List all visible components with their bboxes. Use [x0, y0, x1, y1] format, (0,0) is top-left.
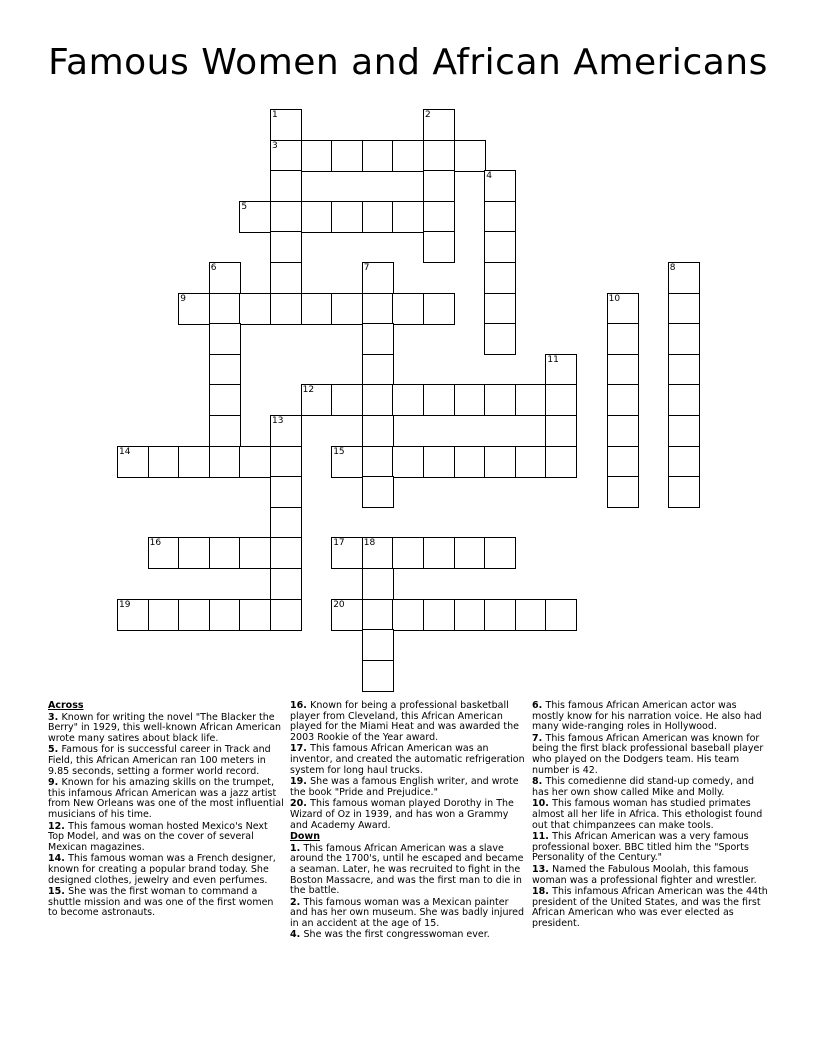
grid-cell[interactable] [423, 384, 455, 416]
clue-text: This famous African American actor was mostly know for his narration voice. He also had many wide-ranging roles in Hollywood. [532, 700, 762, 733]
clue-number: 2 [425, 110, 431, 120]
grid-cell[interactable] [392, 140, 424, 172]
clue-number: 4 [486, 171, 492, 182]
grid-cell[interactable] [362, 476, 394, 508]
clue-text: Known for writing the novel "The Blacker the Berry" in 1929, this well-known African American wrote many satires about black life. [48, 711, 282, 744]
clue-number-label: 1. [290, 842, 304, 854]
grid-cell[interactable] [178, 446, 210, 478]
grid-cell[interactable] [454, 537, 486, 569]
grid-cell[interactable] [484, 231, 516, 263]
grid-cell[interactable] [423, 170, 455, 202]
clue-across-19 [290, 777, 526, 798]
clue-number-label: 16. [290, 700, 311, 711]
clue-number: 11 [547, 354, 559, 365]
grid-cell[interactable] [607, 476, 639, 508]
grid-cell[interactable] [545, 384, 577, 416]
grid-cell[interactable] [362, 293, 394, 325]
grid-cell[interactable] [209, 323, 241, 355]
clue-number-label: 19. [290, 776, 311, 788]
clue-text: This famous woman hosted Mexico's Next Top Model, and was on the cover of several Mexican magazines. [48, 820, 268, 853]
grid-cell[interactable] [270, 262, 302, 294]
grid-cell[interactable] [270, 476, 302, 508]
clue-text: This famous woman has studied primates almost all her life in Africa. This ethologist found out that chimpanzees can make tools. [532, 798, 763, 831]
page-title: Famous Women and African Americans [48, 42, 768, 83]
grid-cell[interactable] [668, 354, 700, 386]
clue-number: 8 [669, 263, 676, 273]
clue-across-20 [290, 799, 526, 831]
grid-cell[interactable] [392, 201, 424, 233]
clue-number: 20 [333, 599, 345, 610]
grid-cell[interactable] [331, 384, 363, 416]
clue-number-label: 13. [532, 863, 553, 875]
grid-cell[interactable] [423, 201, 455, 233]
grid-cell[interactable] [301, 140, 333, 172]
grid-cell[interactable] [362, 354, 394, 386]
grid-cell[interactable] [515, 599, 547, 631]
clue-number-label: 20. [290, 798, 311, 810]
grid-cell[interactable] [545, 415, 577, 447]
clue-number-label: 18. [532, 886, 553, 898]
clue-text: This famous African American was an inventor, and created the automatic refrigeration system for long haul trucks. [290, 743, 525, 776]
clue-text: This African American was a very famous professional boxer. BBC titled him the "Sports Personality of the Century." [532, 831, 749, 864]
clue-down-6 [532, 701, 768, 733]
clue-number-label: 4. [290, 929, 304, 941]
grid-cell[interactable] [423, 231, 455, 263]
clue-number-label: 12. [48, 820, 69, 832]
grid-cell[interactable] [423, 446, 455, 478]
clue-across-15 [48, 887, 284, 919]
grid-cell[interactable] [239, 293, 271, 325]
clue-number: 17 [333, 538, 345, 549]
grid-cell[interactable] [209, 384, 241, 416]
clue-down-7 [532, 734, 768, 776]
grid-cell[interactable] [545, 599, 577, 631]
clue-number: 9 [180, 293, 186, 304]
grid-cell[interactable] [484, 537, 516, 569]
clue-number: 10 [608, 293, 621, 304]
grid-cell[interactable] [270, 568, 302, 600]
grid-cell[interactable] [668, 446, 700, 478]
grid-cell[interactable] [484, 599, 516, 631]
grid-cell[interactable] [362, 629, 394, 661]
clue-number-label: 9. [48, 777, 62, 789]
clue-text: Famous for is successful career in Track and Field, this African American ran 100 meters in 9.85 seconds, setting a former world record. [48, 744, 271, 777]
grid-cell[interactable] [454, 140, 486, 172]
grid-cell[interactable] [484, 262, 516, 294]
clue-across-14 [48, 854, 284, 886]
clue-text: Named the Fabulous Moolah, this famous woman was a professional fighter and wrestler. [532, 863, 757, 886]
clue-number-label: 3. [48, 711, 62, 723]
clue-down-8 [532, 777, 768, 798]
grid-cell[interactable] [668, 476, 700, 508]
clue-down-10 [532, 799, 768, 831]
clue-across-5 [48, 745, 284, 777]
across-header: Across [48, 700, 84, 711]
clue-number-label: 11. [532, 831, 553, 843]
grid-cell[interactable] [270, 446, 302, 478]
grid-cell[interactable] [607, 354, 639, 386]
grid-cell[interactable] [209, 354, 241, 386]
grid-cell[interactable] [515, 384, 547, 416]
grid-cell[interactable] [454, 384, 486, 416]
grid-cell[interactable] [668, 293, 700, 325]
grid-cell[interactable] [270, 507, 302, 539]
grid-cell[interactable] [209, 599, 241, 631]
grid-cell[interactable] [668, 323, 700, 355]
clue-number: 16 [149, 538, 162, 549]
grid-cell[interactable] [607, 384, 639, 416]
clue-number-label: 17. [290, 743, 311, 755]
grid-cell[interactable] [607, 415, 639, 447]
grid-cell[interactable] [331, 201, 363, 233]
grid-cell[interactable] [362, 415, 394, 447]
grid-cell[interactable] [362, 599, 394, 631]
grid-cell[interactable] [209, 293, 241, 325]
clue-text: This famous African American was a slave around the 1700's, until he escaped and became a seaman. Later, he was recruited to fight in the Boston Massacre, and was the first man to die in the battle. [290, 842, 524, 897]
clue-number: 12 [302, 385, 315, 396]
grid-cell[interactable] [484, 293, 516, 325]
grid-cell[interactable] [178, 537, 210, 569]
grid-cell[interactable] [239, 599, 271, 631]
grid-cell[interactable] [484, 384, 516, 416]
clue-number-label: 2. [290, 896, 304, 908]
clue-text: This famous woman played Dorothy in The Wizard of Oz in 1939, and has won a Grammy and Academy Award. [290, 798, 514, 831]
grid-cell[interactable] [423, 599, 455, 631]
clue-text: She was the first woman to command a shuttle mission and was one of the first women to become astronauts. [48, 886, 274, 919]
clue-down-4 [290, 930, 526, 941]
clue-number: 15 [333, 446, 345, 457]
grid-cell[interactable] [270, 231, 302, 263]
grid-cell[interactable] [392, 446, 424, 478]
grid-cell[interactable] [484, 201, 516, 233]
clue-column-3 [532, 701, 768, 930]
clue-text: She was the first congresswoman ever. [303, 929, 490, 941]
clue-number-label: 14. [48, 853, 69, 865]
clue-text: This comedienne did stand-up comedy, and has her own show called Mike and Molly. [532, 776, 754, 798]
clue-number: 1 [272, 110, 278, 120]
clue-down-13 [532, 865, 768, 886]
grid-cell[interactable] [362, 384, 394, 416]
grid-cell[interactable] [148, 599, 180, 631]
clue-number-label: 8. [532, 776, 546, 788]
clue-across-17 [290, 744, 526, 776]
clue-number-label: 15. [48, 886, 69, 898]
clue-number-label: 10. [532, 798, 553, 810]
clue-number: 13 [272, 416, 284, 426]
clue-number-label: 5. [48, 744, 62, 756]
clue-column-2 [290, 701, 526, 942]
grid-cell[interactable] [239, 537, 271, 569]
clue-number: 18 [363, 538, 376, 549]
grid-cell[interactable] [331, 293, 363, 325]
clue-text: This famous woman was a Mexican painter and has her own museum. She was badly injured in an accident at the age of 15. [290, 896, 525, 929]
grid-cell[interactable] [270, 170, 302, 202]
clue-number: 5 [241, 201, 248, 212]
grid-cell[interactable] [423, 537, 455, 569]
grid-cell[interactable] [362, 323, 394, 355]
clue-text: This famous woman was a French designer, known for creating a popular brand today. She designed clothes, jewelry and even perfumes. [48, 853, 276, 886]
grid-cell[interactable] [362, 446, 394, 478]
grid-cell[interactable] [270, 293, 302, 325]
grid-cell[interactable] [392, 537, 424, 569]
grid-cell[interactable] [209, 446, 241, 478]
clue-down-2 [290, 898, 526, 930]
clue-down-1 [290, 844, 526, 897]
clue-number: 7 [363, 263, 370, 273]
grid-cell[interactable] [607, 446, 639, 478]
down-header: Down [290, 831, 320, 843]
clue-down-18 [532, 887, 768, 929]
grid-cell[interactable] [362, 660, 394, 692]
clue-number: 14 [119, 446, 131, 457]
clue-column-1 [48, 701, 284, 920]
grid-cell[interactable] [484, 323, 516, 355]
grid-cell[interactable] [454, 599, 486, 631]
clue-number-label: 6. [532, 700, 546, 711]
grid-cell[interactable] [392, 384, 424, 416]
grid-cell[interactable] [209, 537, 241, 569]
grid-cell[interactable] [301, 201, 333, 233]
clue-number-label: 7. [532, 732, 546, 744]
clue-number: 3 [272, 140, 278, 151]
clue-across-16 [290, 701, 526, 743]
grid-cell[interactable] [362, 140, 394, 172]
clue-across-9 [48, 778, 284, 820]
grid-cell[interactable] [362, 201, 394, 233]
clue-across-3 [48, 713, 284, 745]
grid-cell[interactable] [392, 599, 424, 631]
clue-text: This infamous African American was the 44th president of the United States, and was the first African American who was ever elected as president. [532, 886, 768, 929]
grid-cell[interactable] [668, 415, 700, 447]
grid-cell[interactable] [484, 446, 516, 478]
grid-cell[interactable] [148, 446, 180, 478]
clue-text: She was a famous English writer, and wrote the book "Pride and Prejudice." [290, 776, 519, 798]
grid-cell[interactable] [209, 415, 241, 447]
grid-cell[interactable] [545, 446, 577, 478]
clue-text: Known for being a professional basketball player from Cleveland, this African American played for the Miami Heat and was awarded the 2003 Rookie of the Year award. [290, 700, 519, 743]
clue-across-12 [48, 822, 284, 854]
grid-cell[interactable] [301, 293, 333, 325]
grid-cell[interactable] [270, 537, 302, 569]
grid-cell[interactable] [423, 140, 455, 172]
grid-cell[interactable] [515, 446, 547, 478]
clue-text: Known for his amazing skills on the trumpet, this infamous African American was a jazz artist from New Orleans was one of the most influential musicians of his time. [48, 777, 284, 820]
grid-cell[interactable] [454, 446, 486, 478]
grid-cell[interactable] [668, 384, 700, 416]
grid-cell[interactable] [362, 568, 394, 600]
clue-down-11 [532, 832, 768, 864]
clue-number: 6 [210, 263, 217, 273]
grid-cell[interactable] [392, 293, 424, 325]
grid-cell[interactable] [331, 140, 363, 172]
grid-cell[interactable] [607, 323, 639, 355]
grid-cell[interactable] [423, 293, 455, 325]
grid-cell[interactable] [239, 446, 271, 478]
grid-cell[interactable] [270, 599, 302, 631]
grid-cell[interactable] [270, 201, 302, 233]
grid-cell[interactable] [178, 599, 210, 631]
clue-text: This famous African American was known for being the first black professional baseball player who played on the Dodgers team. His team number is 42. [532, 732, 764, 776]
clue-number: 19 [119, 599, 131, 610]
